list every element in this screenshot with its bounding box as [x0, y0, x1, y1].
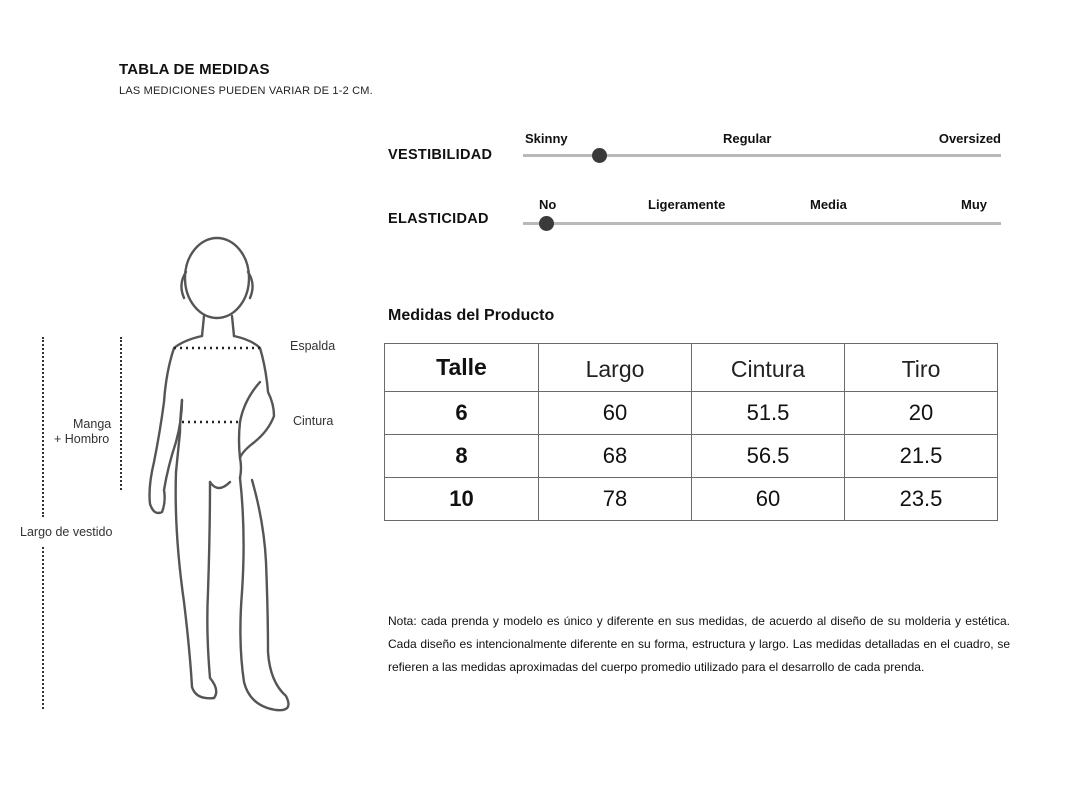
table-row	[385, 435, 998, 478]
espalda-label: Espalda	[290, 339, 336, 353]
table-row	[385, 478, 998, 521]
size-cell: 6	[385, 392, 539, 435]
fit-tick-skinny: Skinny	[525, 131, 568, 146]
largo-cell: 68	[539, 435, 692, 478]
largo-measure-line-top	[42, 337, 44, 517]
hombro-label: + Hombro	[54, 432, 110, 446]
column-header-tiro: Tiro	[845, 344, 998, 392]
tiro-cell: 21.5	[845, 435, 998, 478]
tiro-cell: 20	[845, 392, 998, 435]
fit-tick-oversized: Oversized	[938, 131, 1001, 146]
elasticity-slider-handle[interactable]	[539, 216, 554, 231]
largo-measure-line-bottom	[42, 547, 44, 709]
child-figure-illustration	[140, 232, 310, 717]
size-cell: 8	[385, 435, 539, 478]
size-cell: 10	[385, 478, 539, 521]
neck-right	[232, 316, 234, 336]
column-header-talle: Talle	[385, 344, 539, 392]
right-elbow	[240, 382, 260, 422]
elasticity-tick-muy: Muy	[961, 197, 987, 212]
largo-label: Largo de vestido	[20, 525, 113, 539]
page-subtitle: LAS MEDICIONES PUEDEN VARIAR DE 1-2 CM.	[119, 85, 373, 97]
section-title: Medidas del Producto	[388, 307, 555, 324]
elasticity-tick-no: No	[539, 197, 557, 212]
cintura-cell: 60	[692, 478, 845, 521]
elasticity-scale-label: ELASTICIDAD	[388, 211, 489, 227]
measures-table	[384, 343, 998, 521]
column-header-largo: Largo	[539, 344, 692, 392]
tiro-cell: 23.5	[845, 478, 998, 521]
measurement-note: Nota: cada prenda y modelo es único y diferente en sus medidas, de acuerdo al diseño de su molderia y estética. Cada diseño es intencionalmente diferente en su forma, estructura y largo. Las medidas detalladas en el cuadro, se refieren a las medidas aproximadas del cuerpo promedio utilizado para el desarrollo de cada prenda.	[388, 614, 1010, 674]
largo-cell: 78	[539, 478, 692, 521]
elasticity-track	[523, 222, 1001, 225]
cintura-cell: 51.5	[692, 392, 845, 435]
column-header-cintura: Cintura	[692, 344, 845, 392]
manga-label: Manga	[73, 417, 112, 431]
cintura-cell: 56.5	[692, 435, 845, 478]
crotch	[210, 482, 230, 488]
right-leg	[240, 478, 288, 710]
elasticity-tick-media: Media	[810, 197, 847, 212]
left-leg	[176, 472, 217, 698]
fit-scale[interactable]	[523, 131, 1001, 171]
fit-tick-regular: Regular	[723, 131, 772, 146]
elasticity-tick-ligeramente: Ligeramente	[648, 197, 726, 212]
table-row	[385, 392, 998, 435]
head-outline	[185, 238, 249, 318]
table-header-row	[385, 344, 998, 392]
cintura-label: Cintura	[293, 414, 334, 428]
largo-cell: 60	[539, 392, 692, 435]
page-title: TABLA DE MEDIDAS	[119, 61, 270, 78]
fit-slider-handle[interactable]	[592, 148, 607, 163]
elasticity-scale[interactable]	[523, 197, 1001, 237]
fit-scale-label: VESTIBILIDAD	[388, 147, 493, 163]
manga-measure-line	[120, 337, 122, 490]
neck-left	[202, 316, 204, 336]
torso-right	[239, 422, 241, 478]
